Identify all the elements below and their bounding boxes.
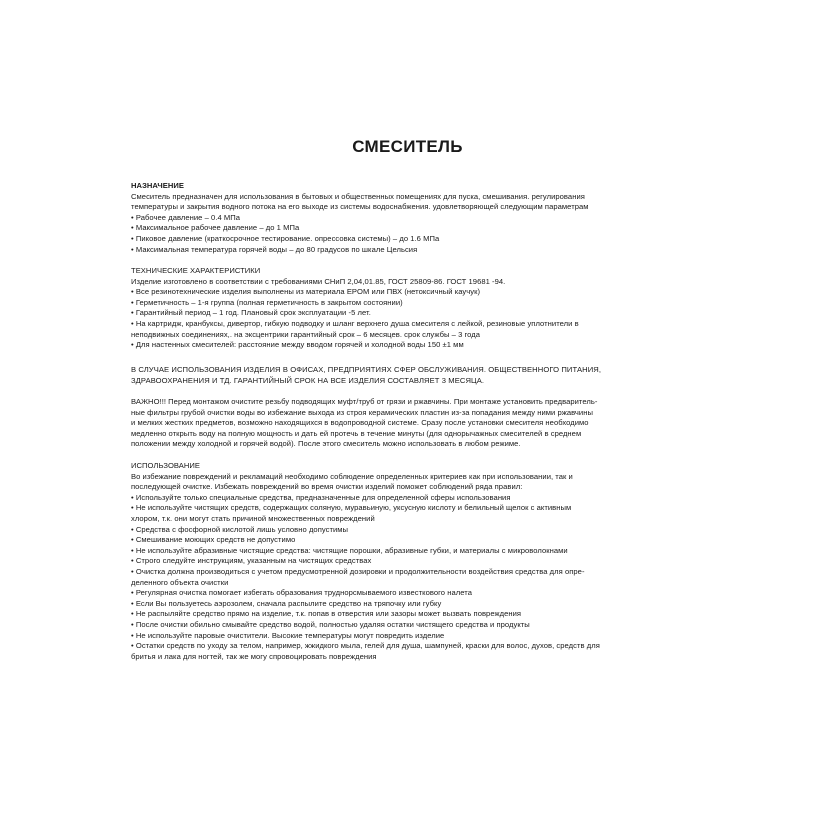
important-section <box>131 397 691 450</box>
text-line: ВАЖНО!!! Перед монтажом очистите резьбу подводящих муфт/труб от грязи и ржавчины. При монтаже установить предваритель- <box>131 397 598 406</box>
list-item: • Регулярная очистка помогает избегать образования труднорсмываемого известкового налета <box>131 588 472 598</box>
list-item: • Все резинотехнические изделия выполнены из материала EPOM или ПВХ (нетоксичный каучук) <box>131 287 481 297</box>
list-item: • На картридж, кранбуксы, дивертор, гибкую подводку и шланг верхнего душа смесителя с лейкой, резиновые уплотнители в <box>131 318 579 328</box>
document-title: СМЕСИТЕЛЬ <box>352 137 463 156</box>
text-line: Изделие изготовлено в соответствии с требованиями СНиП 2,04,01.85, ГОСТ 25809-86. ГОСТ 19681 -94. <box>131 276 506 286</box>
list-item: • Средства с фосфорной кислотой лишь условно допустимы <box>131 524 349 534</box>
list-item: • Гарантийный период – 1 год. Плановый срок эксплуатации -5 лет. <box>131 308 371 318</box>
text-line: и мелких жестких предметов, возможно находящихся в водопроводной системе. Сразу после установки смесителя необходимо <box>131 418 589 428</box>
list-item: • После очистки обильно смывайте средство водой, полностью удаляя остатки чистящего средства и продукты <box>131 619 530 629</box>
list-item: • Остатки средств по уходу за телом, например, жжидкого мыла, гелей для душа, шампуней, краски для волос, духов, средств для <box>131 641 600 651</box>
specs-section <box>131 266 691 351</box>
notice-line: В СЛУЧАЕ ИСПОЛЬЗОВАНИЯ ИЗДЕЛИЯ В ОФИСАХ, ПРЕДПРИЯТИЯХ СФЕР ОБСЛУЖИВАНИЯ. ОБЩЕСТВЕННОГО ПИТАНИЯ, <box>131 365 602 374</box>
notice-line: ЗДРАВООХРАНЕНИЯ И ТД. ГАРАНТИЙНЫЙ СРОК НА ВСЕ ИЗДЕЛИЯ СОСТАВЛЯЕТ 3 МЕСЯЦА. <box>131 375 485 385</box>
text-line: деленного объекта очистки <box>131 577 229 587</box>
text-line: Смеситель предназначен для использования в бытовых и общественных помещениях для пуска, смешивания. регулирования <box>131 191 585 201</box>
text-line: температуры и закрытия водного потока на его выходе из системы водоснабжения. удовлетворяющей следующим параметрам <box>131 202 589 212</box>
text-line: медленно открыть воду на полную мощность и дать ей протечь в течение минуты (для однорычажных смесителей в среднем <box>131 428 582 438</box>
purpose-section <box>131 181 691 255</box>
text-line: ные фильтры грубой очистки воды во избежание выхода из строя керамических пластин из-за попадания между ними ржавчины <box>131 407 593 417</box>
list-item: • Очистка должна производиться с учетом предусмотренной дозировки и продолжительности воздействия средства для опре- <box>131 566 585 576</box>
text-line: последующей очистке. Избежать повреждений во время очистки изделий поможет соблюдений ряда правил: <box>131 482 523 492</box>
list-item: • Герметичность – 1-я группа (полная герметичность в закрытом состоянии) <box>131 297 403 307</box>
list-item: • Максимальное рабочее давление – до 1 МПа <box>131 223 300 233</box>
text-line: Во избежание повреждений и рекламаций необходимо соблюдение определенных критериев как при использовании, так и <box>131 471 573 481</box>
list-item: • Смешивание моющих средств не допустимо <box>131 535 296 545</box>
section-heading: ИСПОЛЬЗОВАНИЕ <box>131 461 201 470</box>
text-line: бритья и лака для ногтей, так же могу спровоцировать повреждения <box>131 651 377 661</box>
list-item: • Для настенных смесителей: расстояние между вводом горячей и холодной воды 150 ±1 мм <box>131 340 464 350</box>
usage-section <box>131 461 691 662</box>
text-line: неподвижных соединениях,. на эксцентрики гарантийный срок – 6 месяцев. срок службы – 3 года <box>131 329 481 339</box>
list-item: • Максимальная температура горячей воды – до 80 градусов по шкале Цельсия <box>131 244 418 254</box>
list-item: • Не распыляйте средство прямо на изделие, т.к. попав в отверстия или зазоры может вызвать повреждения <box>131 609 522 619</box>
list-item: • Не используйте паровые очистители. Высокие температуры могут повредить изделие <box>131 630 445 640</box>
list-item: • Пиковое давление (краткосрочное тестирование. опрессовка системы) – до 1.6 МПа <box>131 233 440 243</box>
list-item: • Не используйте абразивные чистящие средства: чистящие порошки, абразивные губки, и материалы с микроволокнами <box>131 545 568 555</box>
list-item: • Строго следуйте инструкциям, указанным на чистящих средствах <box>131 556 372 566</box>
list-item: • Рабочее давление – 0.4 МПа <box>131 212 241 222</box>
text-line: хлором, т.к. они могут стать причиной множественных повреждений <box>131 513 375 523</box>
section-heading: НАЗНАЧЕНИЕ <box>131 181 185 190</box>
list-item: • Если Вы пользуетесь аэрозолем, сначала распылите средство на тряпочку или губку <box>131 598 442 608</box>
text-line: положении между холодной и горячей водой). После этого смеситель можно использовать в любом режиме. <box>131 439 521 449</box>
section-heading: ТЕХНИЧЕСКИЕ ХАРАКТЕРИСТИКИ <box>131 266 261 275</box>
warranty-notice <box>131 365 691 386</box>
list-item: • Не используйте чистящих средств, содержащих соляную, муравьиную, уксусную кислоту и белильный щелок с активным <box>131 503 572 513</box>
list-item: • Используйте только специальные средства, предназначенные для определенной сферы использования <box>131 492 511 502</box>
